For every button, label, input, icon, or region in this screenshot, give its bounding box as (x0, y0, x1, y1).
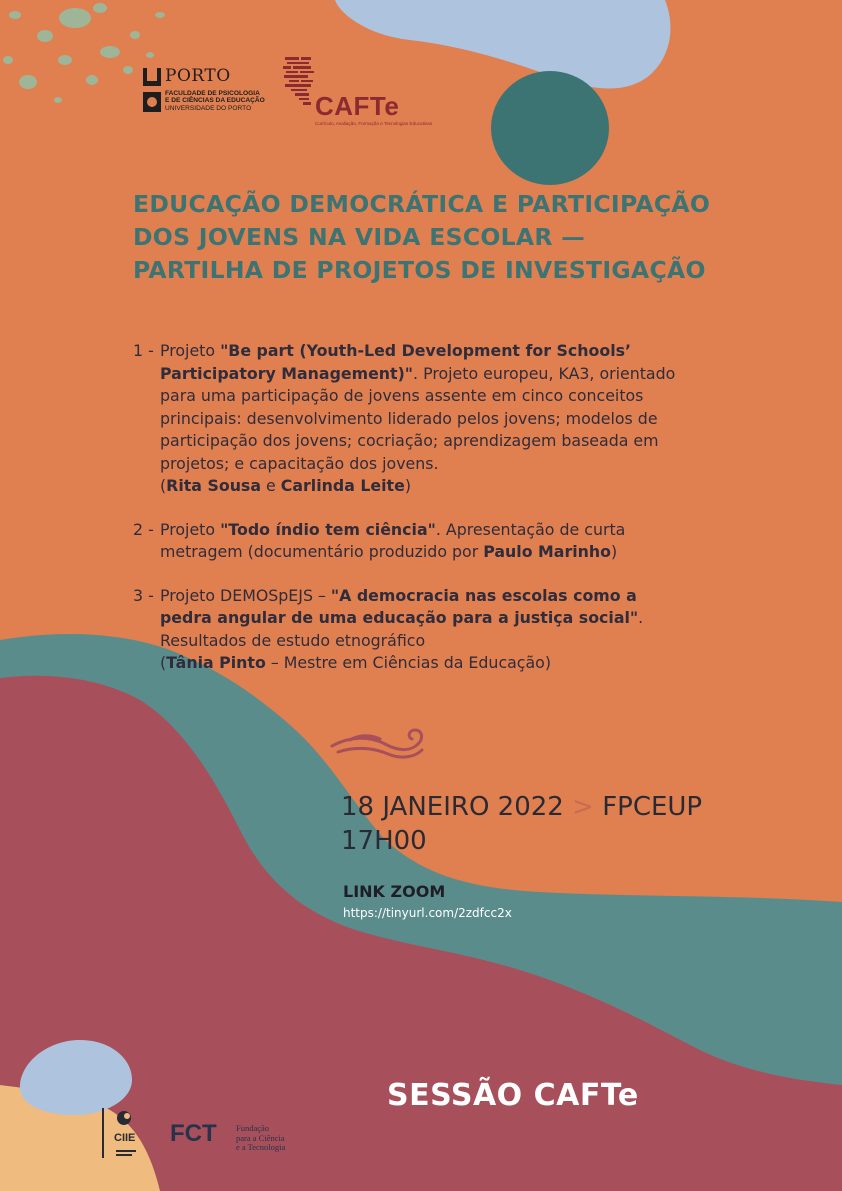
uporto-subtitle-line2: E DE CIÊNCIAS DA EDUCAÇÃO (165, 97, 265, 105)
project-author: Tânia Pinto (166, 653, 266, 672)
project-name: "A democracia nas escolas como a pedra angular de uma educação para a justiça social" (160, 585, 639, 627)
project-description: . Apresentação de curta metragem (documentário produzido por (160, 519, 626, 561)
uporto-subtitle-line3: UNIVERSIDADE DO PORTO (165, 104, 252, 112)
event-info (341, 790, 702, 858)
project-name: "Be part (Youth-Led Development for Schools’ Participatory Management)" (160, 341, 632, 383)
uporto-logo (143, 68, 268, 116)
authors-join: e (261, 476, 281, 495)
fct-subtitle-line2: para a Ciência (236, 1132, 285, 1143)
uporto-mark (143, 68, 161, 86)
project-item-3 (133, 585, 693, 675)
project-description: . Projeto europeu, KA3, orientado para uma participação de jovens assente em cinco conceitos principais: desenvolvimento liderado pelos jovens; modelos de participação dos jovens; cocriação; aprendizagem baseada em projetos; e capacitação dos jovens. (160, 363, 676, 473)
ciie-name: CIIE (114, 1132, 136, 1144)
project-prefix: Projeto (160, 519, 221, 539)
cafte-wordcloud-logo-icon (283, 55, 317, 107)
cafte-subtitle: Currículo, Avaliação, Formação e Tecnologias Educativas (315, 121, 433, 126)
fct-subtitle-line3: e a Tecnologia (236, 1142, 286, 1152)
project-name: "Todo índio tem ciência" (220, 519, 436, 539)
project-number: 1 - (133, 341, 154, 360)
project-author-1: Rita Sousa (166, 476, 261, 495)
event-time: 17H00 (341, 826, 427, 856)
project-author-2: Carlinda Leite (280, 476, 405, 495)
ciie-logo (100, 1108, 144, 1160)
zoom-link[interactable]: https://tinyurl.com/2zdfcc2x (343, 906, 512, 920)
uporto-subtitle (165, 90, 275, 112)
project-prefix: Projeto (160, 341, 221, 360)
ornament-swirl-icon (330, 726, 430, 762)
project-prefix: Projeto DEMOSpEJS – (160, 585, 331, 605)
authors-open: ( (160, 476, 167, 495)
event-separator: > (572, 792, 594, 822)
projects-list (133, 340, 693, 696)
authors-close: ) (404, 476, 411, 495)
fct-logo (170, 1120, 300, 1154)
authors-open: ( (160, 653, 167, 672)
cafte-name: CAFTe (315, 91, 400, 121)
project-author-role: – Mestre em Ciências da Educação) (265, 653, 552, 672)
event-date-line (341, 790, 702, 824)
authors-close: ) (611, 542, 618, 561)
project-description: . Resultados de estudo etnográfico (160, 608, 644, 650)
fct-subtitle-line1: Fundação (236, 1123, 270, 1133)
project-number: 2 - (133, 519, 154, 539)
fct-subtitle (236, 1124, 306, 1153)
uporto-subtitle-line1: FACULDADE DE PSICOLOGIA (165, 90, 260, 97)
fct-name: FCT (170, 1120, 217, 1147)
uporto-title: PORTO (165, 66, 231, 86)
cafte-logo (283, 55, 433, 130)
page-title: EDUCAÇÃO DEMOCRÁTICA E PARTICIPAÇÃO DOS JOVENS NA VIDA ESCOLAR — PARTILHA DE PROJETOS DE INVESTIGAÇÃO (133, 190, 711, 284)
zoom-link-title: LINK ZOOM (343, 882, 446, 901)
event-venue: FPCEUP (602, 792, 703, 822)
project-author: Paulo Marinho (483, 542, 611, 561)
project-item-1 (133, 340, 693, 498)
session-label: SESSÃO CAFTe (387, 1078, 639, 1113)
event-date: 18 JANEIRO 2022 (341, 792, 564, 822)
project-number: 3 - (133, 585, 154, 605)
project-item-2 (133, 519, 693, 564)
